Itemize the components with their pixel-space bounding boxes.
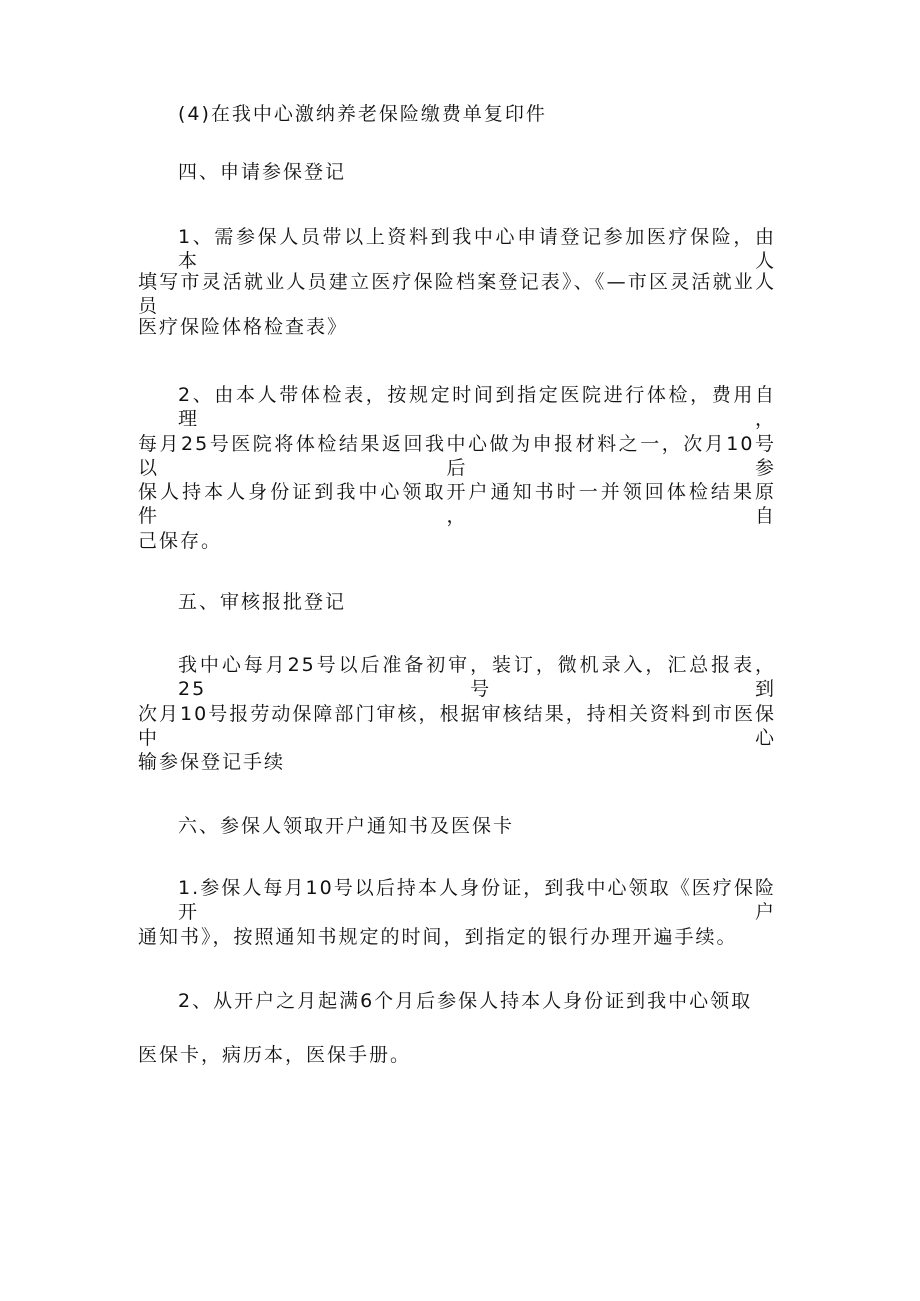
section-heading-6: 六、参保人领取开户通知书及医保卡 [178, 815, 515, 837]
section-5-paragraph-line-2: 次月10号报劳动保障部门审核，根据审核结果，持相关资料到市医保中心 [138, 703, 776, 749]
section-5-paragraph-line-1: 我中心每月25号以后准备初审，装订，微机录入，汇总报表，25号到 [178, 654, 776, 700]
section-heading-4: 四、申请参保登记 [178, 161, 347, 183]
section-6-paragraph-2-line-1: 2、从开户之月起满6个月后参保人持本人身份证到我中心领取 [178, 990, 753, 1012]
section-6-paragraph-1-line-2: 通知书》，按照通知书规定的时间，到指定的银行办理开遍手续。 [138, 926, 738, 948]
section-heading-5: 五、审核报批登记 [178, 591, 347, 613]
section-4-paragraph-1-line-3: 医疗保险体格检查表》 [138, 316, 349, 338]
section-6-paragraph-2-line-2: 医保卡，病历本，医保手册。 [138, 1044, 412, 1066]
section-5-paragraph-line-3: 输参保登记手续 [138, 751, 286, 773]
section-4-paragraph-1-line-2: 填写市灵活就业人员建立医疗保险档案登记表》、《—市区灵活就业人员 [138, 271, 776, 317]
section-4-paragraph-2-line-1: 2、由本人带体检表，按规定时间到指定医院进行体检，费用自理， [178, 384, 776, 430]
section-6-paragraph-1-line-1: 1.参保人每月10号以后持本人身份证，到我中心领取《医疗保险开户 [178, 877, 776, 923]
paragraph-item-4: (4)在我中心激纳养老保险缴费单复印件 [178, 103, 547, 125]
section-4-paragraph-2-line-3: 保人持本人身份证到我中心领取开户通知书时一并领回体检结果原件，自 [138, 481, 776, 527]
section-4-paragraph-2-line-2: 每月25号医院将体检结果返回我中心做为申报材料之一，次月10号以后参 [138, 433, 776, 479]
section-4-paragraph-1-line-1: 1、需参保人员带以上资料到我中心申请登记参加医疗保险，由本人 [178, 226, 776, 272]
section-4-paragraph-2-line-4: 己保存。 [138, 530, 223, 552]
